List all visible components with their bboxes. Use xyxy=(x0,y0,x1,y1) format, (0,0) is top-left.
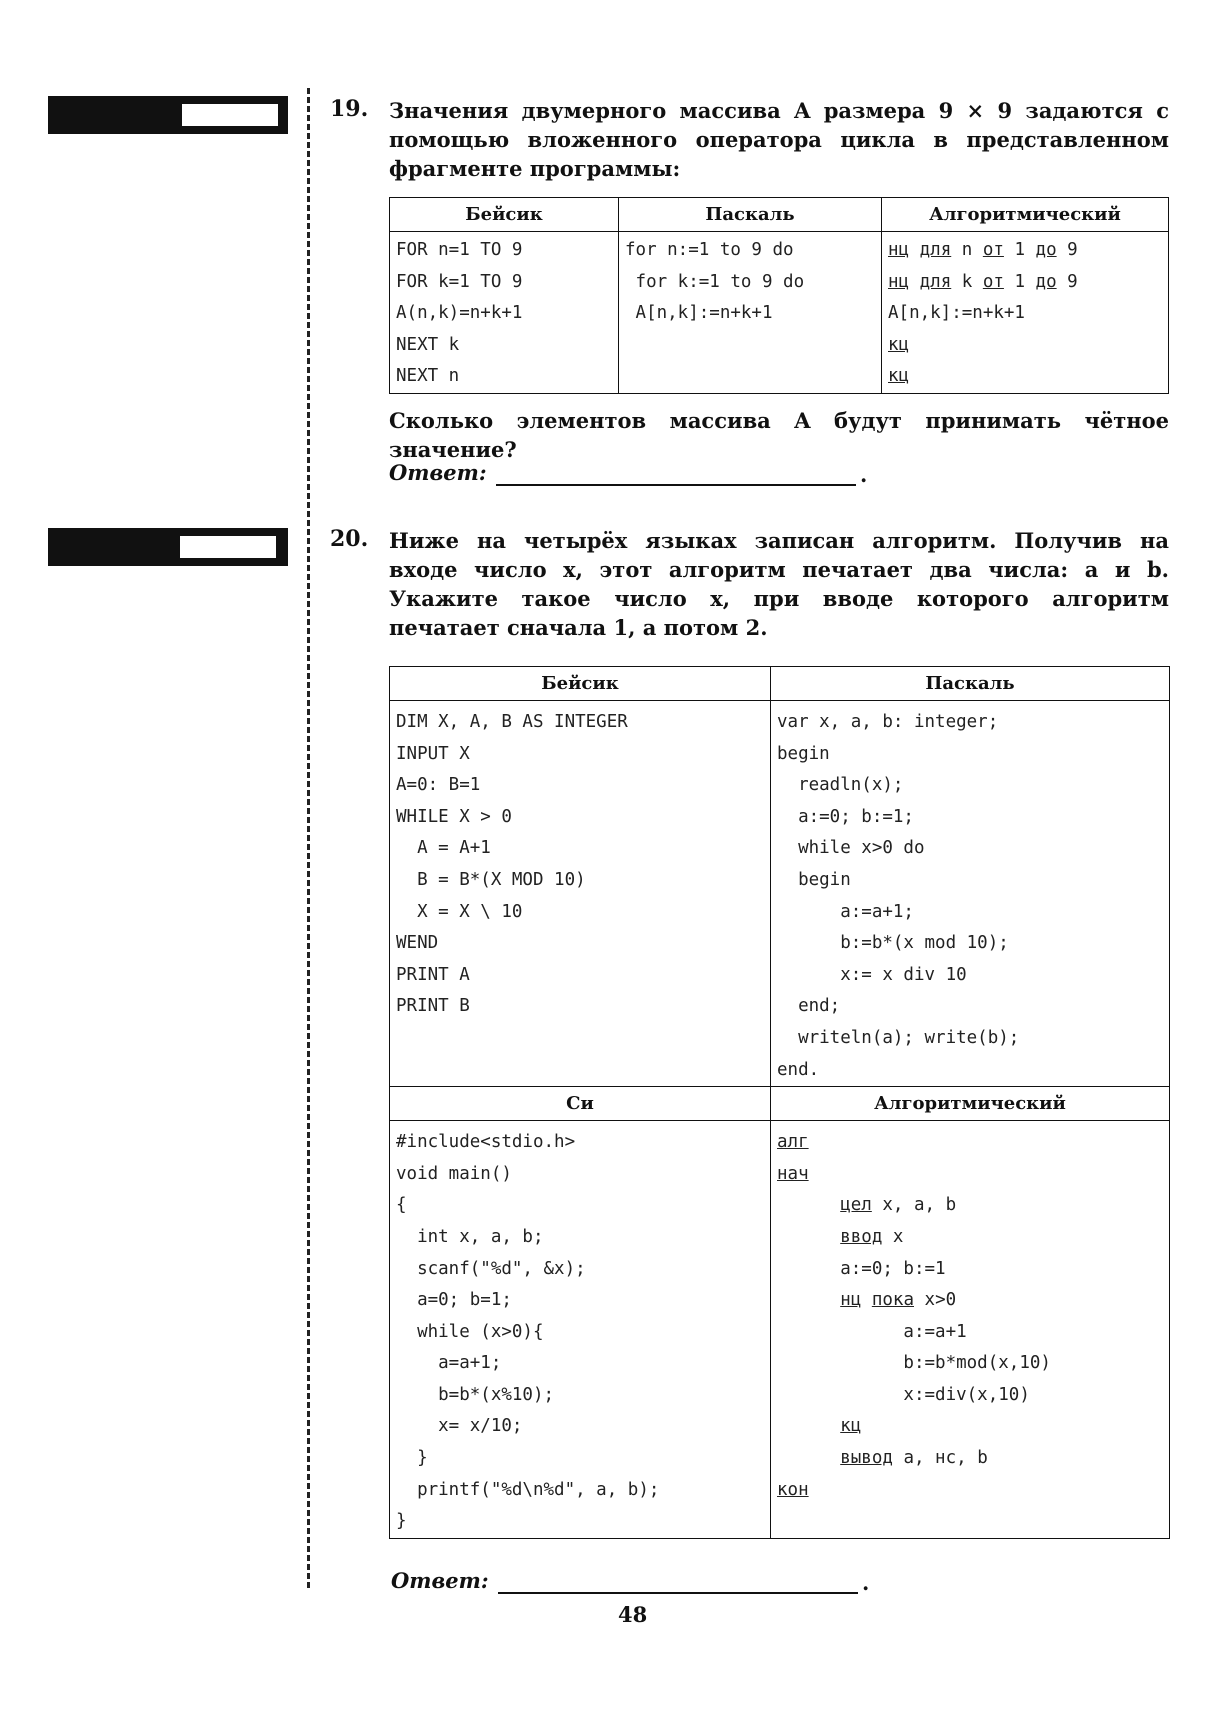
code-line: A[n,k]:=n+k+1 xyxy=(625,303,773,323)
code-line: end; xyxy=(777,996,841,1017)
q20-pascal-code xyxy=(771,701,1169,1086)
code-line xyxy=(888,361,1162,393)
question-19-text: Значения двумерного массива A размера 9 × 9 задаются с помощью вложенного оператора цикла в представленном фрагменте программы: xyxy=(389,98,1169,181)
q19-algo-code xyxy=(882,232,1168,393)
answer-box-19-window[interactable] xyxy=(182,104,278,126)
code-token: 9 xyxy=(1056,271,1078,292)
answer-box-19 xyxy=(48,96,288,134)
keyword: алг xyxy=(777,1132,809,1153)
code-line: NEXT n xyxy=(396,366,460,386)
answer-box-20 xyxy=(48,528,288,566)
code-line xyxy=(888,235,1162,267)
q20-header-c: Си xyxy=(390,1087,771,1121)
keyword: для xyxy=(919,271,952,292)
code-line xyxy=(777,1443,1163,1475)
code-token: a:=0; b:=1 xyxy=(777,1258,946,1279)
code-line xyxy=(888,267,1162,299)
code-line xyxy=(777,1411,1163,1443)
code-line: DIM X, A, B AS INTEGER xyxy=(396,712,628,732)
q19-header-pascal: Паскаль xyxy=(619,198,882,232)
cut-line xyxy=(307,88,310,1588)
code-line: } xyxy=(396,1511,407,1532)
code-line: for n:=1 to 9 do xyxy=(625,240,794,260)
code-line: FOR n=1 TO 9 xyxy=(396,240,523,260)
code-line: A=0: B=1 xyxy=(396,775,481,796)
code-line: a:=a+1; xyxy=(777,901,914,922)
question-19-number: 19. xyxy=(330,96,369,122)
q19-answer-label: Ответ: xyxy=(389,460,487,485)
code-line: begin xyxy=(777,869,851,890)
code-line: INPUT X xyxy=(396,743,470,764)
keyword: от xyxy=(982,271,1004,292)
code-line: { xyxy=(396,1195,407,1216)
question-20-number: 20. xyxy=(330,526,369,552)
code-line xyxy=(777,1380,1163,1412)
q20-algo-code xyxy=(771,1121,1169,1506)
code-token: x:=div(x,10) xyxy=(777,1384,1030,1405)
code-line: x= x/10; xyxy=(396,1416,523,1437)
code-line: b:=b*(x mod 10); xyxy=(777,933,1009,954)
keyword: кц xyxy=(888,366,910,386)
q20-header-algo: Алгоритмический xyxy=(771,1087,1170,1121)
q19-answer-field[interactable] xyxy=(496,484,856,486)
q20-answer-label: Ответ: xyxy=(391,1568,489,1593)
code-line xyxy=(777,1348,1163,1380)
keyword: цел xyxy=(840,1195,872,1216)
code-line: WHILE X > 0 xyxy=(396,806,512,827)
keyword: кц xyxy=(840,1416,862,1437)
code-line xyxy=(625,361,875,393)
code-line xyxy=(777,1317,1163,1349)
q20-basic-code xyxy=(390,701,770,1023)
code-line: #include<stdio.h> xyxy=(396,1132,576,1153)
keyword: до xyxy=(1035,271,1057,292)
code-line xyxy=(888,330,1162,362)
code-token: 1 xyxy=(1003,240,1036,260)
code-line: X = X \ 10 xyxy=(396,901,523,922)
code-line xyxy=(888,298,1162,330)
question-19-question: Сколько элементов массива A будут принимать чётное значение? xyxy=(389,408,1169,462)
code-token xyxy=(777,1448,840,1468)
code-line xyxy=(777,1475,1163,1507)
code-line: while x>0 do xyxy=(777,838,925,859)
code-line: a=0; b=1; xyxy=(396,1290,512,1311)
code-line: PRINT A xyxy=(396,964,470,985)
code-line: for k:=1 to 9 do xyxy=(625,271,805,292)
q19-basic-code xyxy=(390,232,618,393)
code-token: A[n,k]:=n+k+1 xyxy=(888,303,1025,323)
code-line: B = B*(X MOD 10) xyxy=(396,869,586,890)
code-line: scanf("%d", &x); xyxy=(396,1258,586,1279)
q19-header-algo: Алгоритмический xyxy=(882,198,1169,232)
code-line: b=b*(x%10); xyxy=(396,1384,555,1405)
code-line: a=a+1; xyxy=(396,1353,502,1374)
code-line: PRINT B xyxy=(396,996,470,1017)
code-line: a:=0; b:=1; xyxy=(777,806,914,827)
code-token: x xyxy=(882,1226,904,1247)
code-token: k xyxy=(951,271,983,292)
code-token xyxy=(777,1195,840,1215)
q19-answer-dot: . xyxy=(860,462,868,487)
code-line: } xyxy=(396,1448,428,1469)
q19-code-table xyxy=(389,197,1169,394)
question-20-text: Ниже на четырёх языках записан алгоритм. Получив на входе число x, этот алгоритм печатает два числа: a и b. Укажите такое число x, при вводе которого алгоритм печатает сначала 1, а потом 2. xyxy=(389,528,1169,640)
code-line xyxy=(777,1127,1163,1159)
code-token xyxy=(777,1227,840,1247)
code-line xyxy=(777,1285,1163,1317)
keyword: от xyxy=(982,240,1004,260)
q20-answer-dot: . xyxy=(862,1570,870,1595)
code-line: end. xyxy=(777,1059,820,1080)
keyword: нц xyxy=(888,240,910,260)
keyword: вывод xyxy=(840,1448,893,1469)
q20-header-pascal: Паскаль xyxy=(771,667,1170,701)
page-number: 48 xyxy=(618,1602,648,1627)
keyword: ввод xyxy=(840,1226,883,1247)
code-line: int x, a, b; xyxy=(396,1226,544,1247)
code-line xyxy=(777,1254,1163,1286)
code-line: writeln(a); write(b); xyxy=(777,1027,1020,1048)
code-line: printf("%d\n%d", a, b); xyxy=(396,1479,660,1500)
code-token: b:=b*mod(x,10) xyxy=(777,1353,1051,1374)
code-line xyxy=(777,1222,1163,1254)
code-token: 9 xyxy=(1056,240,1078,260)
code-token xyxy=(909,240,920,260)
code-line xyxy=(625,330,875,362)
keyword: кц xyxy=(888,334,910,355)
keyword: нц xyxy=(888,271,910,292)
code-line: x:= x div 10 xyxy=(777,964,967,985)
code-token: x>0 xyxy=(914,1290,957,1311)
keyword: пока xyxy=(871,1290,914,1311)
q19-pascal-code xyxy=(619,232,881,393)
code-line: FOR k=1 TO 9 xyxy=(396,271,523,292)
code-line xyxy=(777,1190,1163,1222)
code-token xyxy=(777,1416,840,1436)
keyword: нач xyxy=(777,1163,809,1184)
code-line: var x, a, b: integer; xyxy=(777,712,999,732)
q20-c-code xyxy=(390,1121,770,1538)
answer-box-20-window[interactable] xyxy=(180,536,276,558)
code-line: A = A+1 xyxy=(396,838,491,859)
code-line: void main() xyxy=(396,1163,512,1184)
code-line: A(n,k)=n+k+1 xyxy=(396,303,523,323)
code-token: a, нс, b xyxy=(892,1448,988,1469)
code-token: n xyxy=(951,240,983,260)
code-token: x, a, b xyxy=(871,1195,957,1216)
code-line: WEND xyxy=(396,933,439,954)
code-line xyxy=(777,1159,1163,1191)
code-line: while (x>0){ xyxy=(396,1321,544,1342)
keyword: кон xyxy=(777,1479,809,1500)
q20-answer-field[interactable] xyxy=(498,1592,858,1594)
keyword: нц xyxy=(840,1290,862,1311)
keyword: до xyxy=(1035,240,1057,260)
code-line: NEXT k xyxy=(396,334,460,355)
code-token: a:=a+1 xyxy=(777,1321,967,1342)
code-token xyxy=(777,1290,840,1310)
q20-header-basic: Бейсик xyxy=(390,667,771,701)
q20-code-table xyxy=(389,666,1170,1539)
code-token xyxy=(861,1290,872,1310)
q19-header-basic: Бейсик xyxy=(390,198,619,232)
keyword: для xyxy=(919,240,952,260)
code-line: readln(x); xyxy=(777,775,904,796)
code-token xyxy=(909,272,920,292)
code-line: begin xyxy=(777,743,830,764)
code-token: 1 xyxy=(1003,271,1036,292)
